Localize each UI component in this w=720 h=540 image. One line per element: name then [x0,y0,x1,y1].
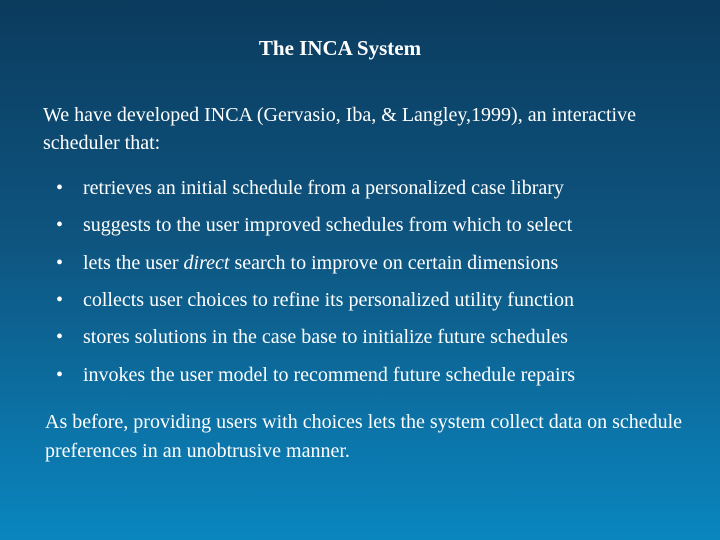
bullet-item [56,211,572,239]
bullet-text: invokes the user model to recommend future schedule repairs [83,364,576,386]
bullet-item [56,174,564,202]
bullet-text: stores solutions in the case base to initialize future schedules [83,326,568,348]
bullet-icon: • [56,326,64,348]
closing-paragraph: As before, providing users with choices lets the system collect data on schedule preferences in an unobtrusive manner. [45,411,683,462]
bullet-text: collects user choices to refine its personalized utility function [83,289,574,311]
bullet-text-post: search to improve on certain dimensions [229,252,559,274]
bullet-text: retrieves an initial schedule from a personalized case library [83,177,564,199]
intro-paragraph: We have developed INCA (Gervasio, Iba, & Langley,1999), an interactive scheduler that: [43,104,636,154]
bullet-icon: • [56,289,64,311]
bullet-item [56,323,568,351]
bullet-icon: • [56,252,64,274]
slide-title-text: The INCA System [258,36,422,60]
bullet-item [56,249,558,277]
bullet-item [56,361,575,389]
bullet-text-pre: lets the user [83,252,184,274]
bullet-text: suggests to the user improved schedules from which to select [83,214,573,236]
bullet-item [56,286,574,314]
slide-title [0,36,680,61]
bullet-icon: • [56,214,64,236]
bullet-icon: • [56,177,64,199]
bullet-icon: • [56,364,64,386]
bullet-text-emphasis: direct [183,252,230,274]
